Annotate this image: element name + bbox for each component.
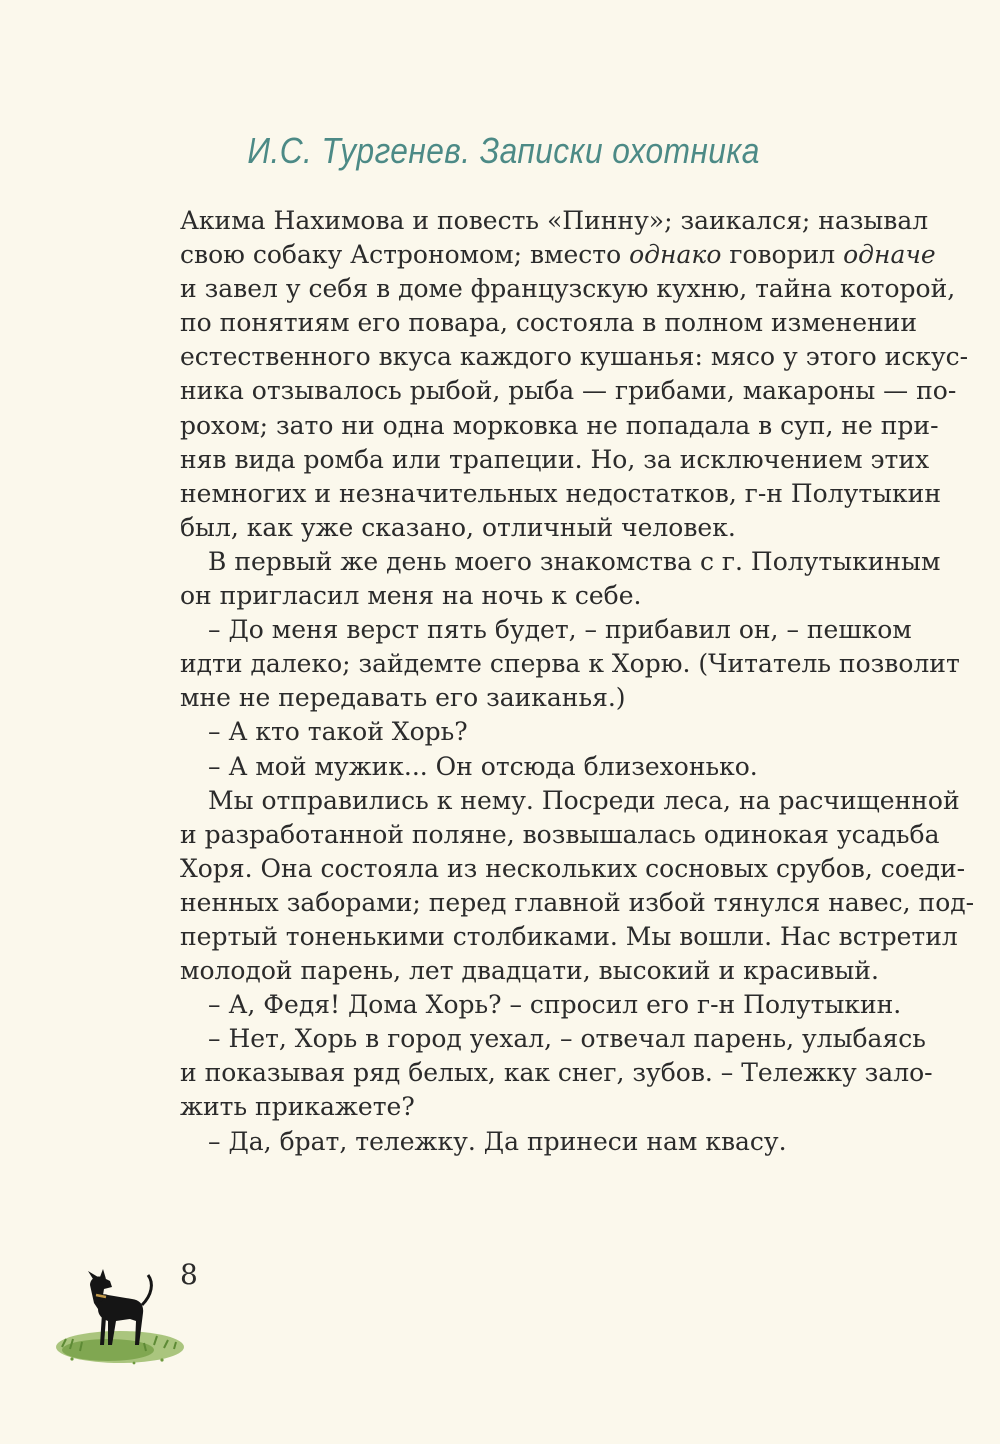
text-line <box>180 477 941 511</box>
text-segment: по понятиям его повара, состояла в полном изменении <box>180 308 917 338</box>
text-segment: ника отзывалось рыбой, рыба — грибами, макароны — по- <box>180 376 957 406</box>
text-line <box>180 579 886 613</box>
text-segment: – До меня верст пять будет, – прибавил он, – пешком <box>208 615 912 645</box>
text-line <box>180 920 958 954</box>
text-line <box>180 272 956 306</box>
text-segment: – А, Федя! Дома Хорь? – спросил его г-н Полутыкин. <box>208 990 902 1020</box>
text-line <box>180 613 912 647</box>
text-segment: немногих и незначительных недостатков, г-н Полутыкин <box>180 478 941 508</box>
page-number: 8 <box>180 1258 198 1291</box>
text-line <box>180 545 941 579</box>
text-segment: говорил <box>721 240 844 270</box>
text-line <box>180 1125 886 1159</box>
text-segment: жить прикажете? <box>180 1092 415 1122</box>
text-segment: свою собаку Астрономом; вместо <box>180 240 630 270</box>
text-line <box>180 818 940 852</box>
text-segment: Акима Нахимова и повесть «Пинну»; заикался; называл <box>180 206 929 235</box>
text-segment: – А мой мужик... Он отсюда близехонько. <box>208 751 758 781</box>
body-text <box>180 204 975 1159</box>
text-segment: он пригласил меня на ночь к себе. <box>180 581 642 611</box>
text-line <box>180 784 960 818</box>
text-line <box>180 306 917 340</box>
text-segment: и разработанной поляне, возвышалась одинокая усадьба <box>180 819 940 849</box>
text-line <box>180 409 939 443</box>
italic-word: однако <box>629 240 722 270</box>
text-line <box>180 681 886 715</box>
text-line <box>180 238 936 272</box>
text-segment: молодой парень, лет двадцати, высокий и красивый. <box>180 956 879 986</box>
text-segment: пертый тоненькими столбиками. Мы вошли. Нас встретил <box>180 921 958 951</box>
text-segment: естественного вкуса каждого кушанья: мясо у этого искус- <box>180 342 969 372</box>
text-segment: мне не передавать его заиканья.) <box>180 683 626 713</box>
text-line <box>180 647 960 681</box>
text-line <box>180 204 929 238</box>
text-line <box>180 852 966 886</box>
text-line <box>180 511 886 545</box>
text-line <box>180 954 886 988</box>
text-segment: – Да, брат, тележку. Да принеси нам квасу. <box>208 1126 787 1156</box>
text-line <box>180 750 886 784</box>
text-segment: Хоря. Она состояла из нескольких сосновых срубов, соеди- <box>180 853 966 883</box>
text-segment: и показывая ряд белых, как снег, зубов. – Тележку зало- <box>180 1058 933 1088</box>
text-line <box>180 1056 933 1090</box>
text-line <box>180 988 902 1022</box>
text-line <box>180 1022 926 1056</box>
text-segment: рохом; зато ни одна морковка не попадала в суп, не при- <box>180 410 939 440</box>
text-line <box>180 340 969 374</box>
text-segment: Мы отправились к нему. Посреди леса, на расчищенной <box>208 785 960 815</box>
text-segment: и завел у себя в доме французскую кухню, тайна которой, <box>180 274 956 304</box>
text-line <box>180 886 975 920</box>
text-line <box>180 1090 886 1124</box>
text-segment: идти далеко; зайдемте сперва к Хорю. (Читатель позволит <box>180 649 960 679</box>
text-line <box>180 715 886 749</box>
running-title: И.С. Тургенев. Записки охотника <box>247 130 760 171</box>
text-segment: няв вида ромба или трапеции. Но, за исключением этих <box>180 444 930 474</box>
text-segment: – А кто такой Хорь? <box>208 717 468 747</box>
text-line <box>180 443 930 477</box>
text-segment: ненных заборами; перед главной избой тянулся навес, под- <box>180 887 975 917</box>
dog-on-grass-icon <box>50 1255 190 1385</box>
text-line <box>180 374 957 408</box>
text-segment: был, как уже сказано, отличный человек. <box>180 512 736 542</box>
italic-word: одначе <box>843 240 936 270</box>
text-segment: – Нет, Хорь в город уехал, – отвечал парень, улыбаясь <box>208 1024 926 1054</box>
text-segment: В первый же день моего знакомства с г. Полутыкиным <box>208 546 941 576</box>
